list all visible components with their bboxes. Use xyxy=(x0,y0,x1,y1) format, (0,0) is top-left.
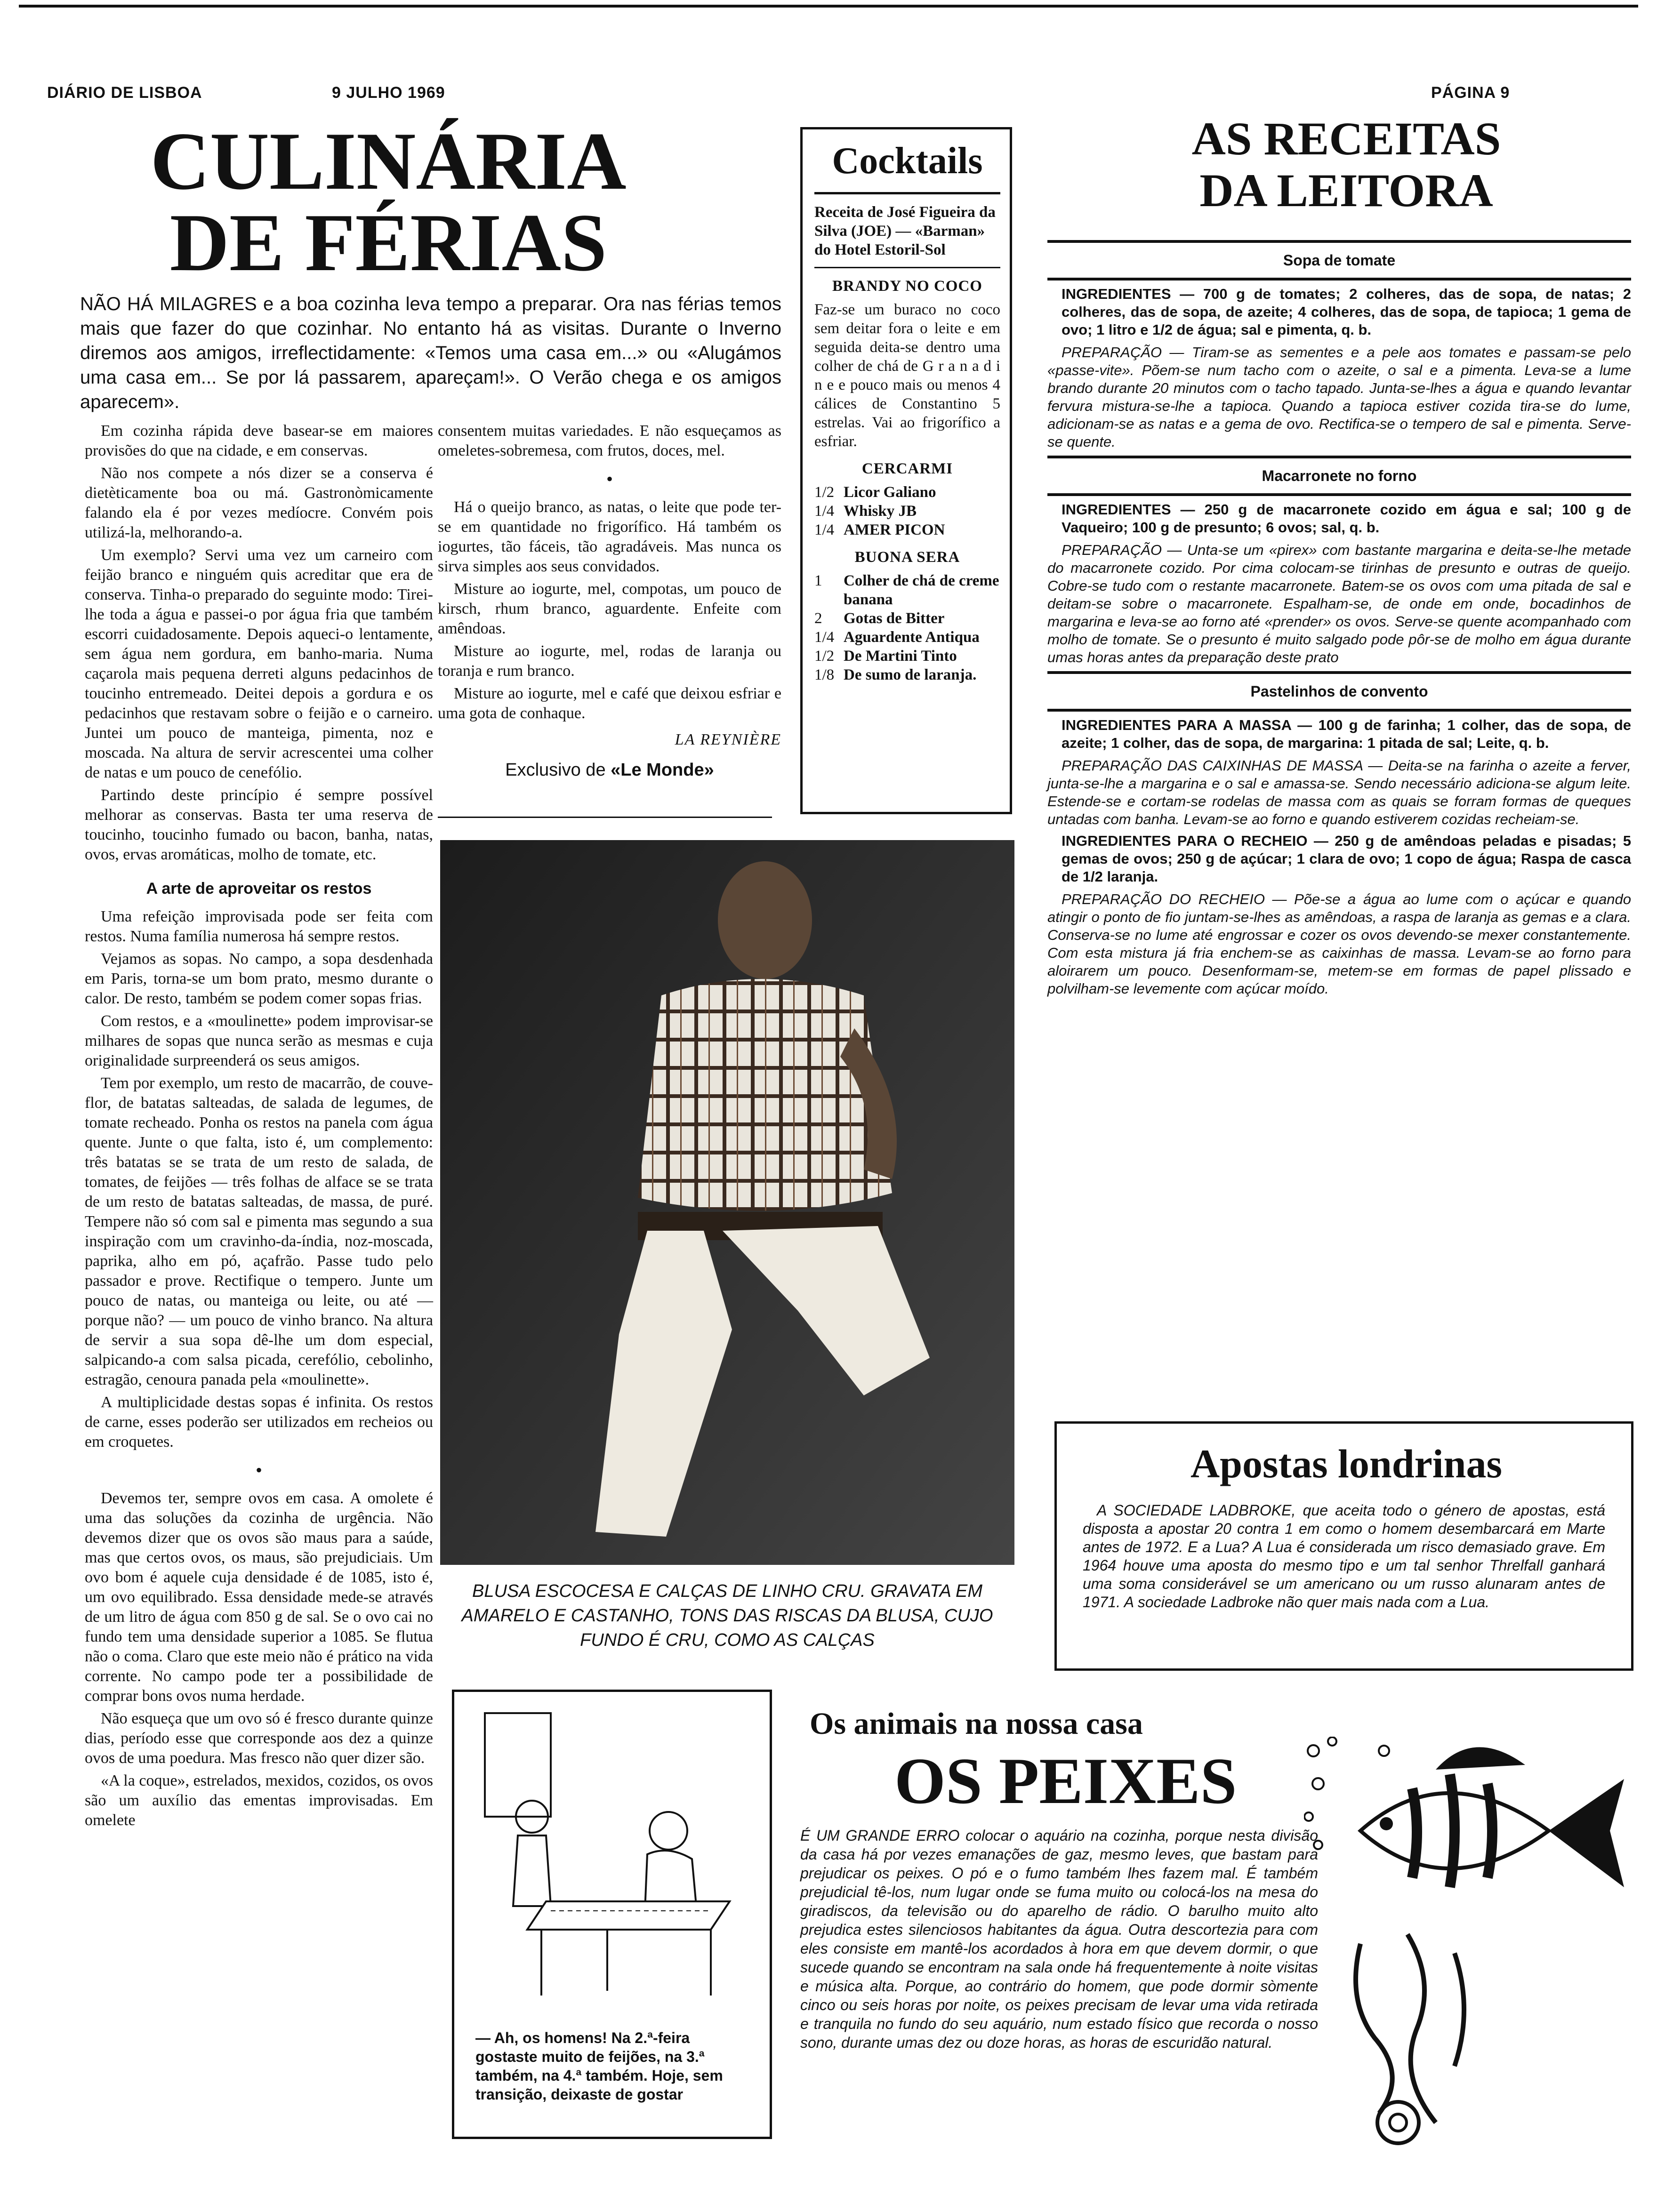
ingredient: De Martini Tinto xyxy=(844,648,957,665)
brandy-title: BRANDY NO COCO xyxy=(832,278,982,295)
photo-caption: BLUSA ESCOCESA E CALÇAS DE LINHO CRU. GRAVATA EM AMARELO E CASTANHO, TONS DAS RISCAS DA BLUSA, CUJO FUNDO É CRU, COMO AS CALÇAS xyxy=(461,1581,993,1650)
fish-illustration xyxy=(1304,1737,1633,2160)
recipe-title-macarronete: Macarronete no forno xyxy=(1262,467,1417,484)
cartoon-drawing xyxy=(466,1704,758,2005)
buona-sera-title: BUONA SERA xyxy=(854,549,960,566)
paragraph: Uma refeição improvisada pode ser feita com restos. Numa família numerosa há sempre restos. xyxy=(85,908,433,945)
top-border xyxy=(19,5,1638,8)
ingredient-row xyxy=(814,647,1000,665)
cartoon-illustration xyxy=(466,1704,758,2005)
brandy-text: Faz-se um buraco no coco sem deitar fora o leite e em seguida deita-se dentro uma colher de chá de G r a n a d i n e e pouco mais ou menos 4 cálices de Constantino 5 estrelas. Vai ao frigorífico a esfriar. xyxy=(814,301,1000,450)
separator-dot: • xyxy=(255,1459,262,1481)
recipe-preparation: PREPARAÇÃO DAS CAIXINHAS DE MASSA — Deita-se na farinha o azeite a ferver, junta-se-lhe a margarina e o sal e amassa-se. Sendo necessário adiciona-se algum leite. Estende-se e cortam-se rodelas de massa com as quais se forram formas de queques untadas com banha. Levam-se ao forno e quando estiverem cozidas recheiam-se. xyxy=(1047,757,1631,827)
ingredient: Aguardente Antiqua xyxy=(844,629,980,646)
quantity: 1/2 xyxy=(814,484,835,501)
ingredient: Licor Galiano xyxy=(844,484,936,501)
divider xyxy=(1047,456,1631,458)
cocktails-title: Cocktails xyxy=(814,139,1000,194)
paragraph: Misture ao iogurte, mel, rodas de laranja ou toranja e rum branco. xyxy=(438,642,781,680)
divider xyxy=(438,817,772,818)
ingredient: AMER PICON xyxy=(844,521,945,538)
exclusive-prefix: Exclusivo de xyxy=(505,760,606,780)
ingredient: De sumo de laranja. xyxy=(844,666,977,683)
cercarmi-title: CERCARMI xyxy=(861,460,953,477)
paragraph: Partindo deste princípio é sempre possível melhorar as conservas. Basta ter uma reserva de toucinho, toucinho fumado ou bacon, banha, natas, ovos, ervas aromáticas, molho de tomate, etc. xyxy=(85,786,433,863)
recipe-ingredients: INGREDIENTES PARA A MASSA — 100 g de farinha; 1 colher, das de sopa, de azeite; 1 colher, das de sopa, de margarina: 1 pitada de sal; Leite, q. b. xyxy=(1062,717,1631,751)
page-number: PÁGINA 9 xyxy=(1431,84,1510,102)
paragraph: Não nos compete a nós dizer se a conserva é dietèticamente boa ou má. Gastronòmicamente falando ela é por vezes medíocre. Convém pois utilizá-la, melhorando-a. xyxy=(85,465,433,541)
cocktails-content xyxy=(814,139,1000,684)
animais-title: OS PEIXES xyxy=(894,1745,1237,1818)
apostas-title: Apostas londrinas xyxy=(1190,1441,1502,1486)
culinaria-intro: NÃO HÁ MILAGRES e a boa cozinha leva tempo a preparar. Ora nas férias temos mais que fazer do que cozinhar. No entanto há as visitas. Durante o Inverno diremos aos amigos, irreflectidamente: «Temos uma casa em...» ou «Alugámos uma casa em... Se por lá passarem, apareçam!». O Verão chega e os amigos aparecem». xyxy=(80,294,781,412)
recipe-preparation: PREPARAÇÃO DO RECHEIO — Põe-se a água ao lume com o açúcar e quando atingir o ponto de fio juntam-se-lhes as amêndoas, a raspa de laranja as gemas e a clara. Conserva-se no lume até engrossar e cozer os ovos devendo-se mexer constantemente. Com esta mistura já fria enchem-se as caixinhas de massa. Levam-se ao forno para aloirarem um pouco. Desenformam-se, metem-se em formas de papel plissado e polvilham-se levemente com açúcar moído. xyxy=(1047,891,1631,997)
recipe-title-sopa: Sopa de tomate xyxy=(1283,252,1396,269)
paragraph: Com restos, e a «moulinette» podem improvisar-se milhares de sopas que nunca serão as mesmas e cuja originalidade surpreenderá os seus amigos. xyxy=(85,1012,433,1069)
exclusive-credit xyxy=(438,760,781,780)
divider xyxy=(1047,709,1631,712)
recipe-ingredients: INGREDIENTES — 250 g de macarronete cozido em água e sal; 100 g de Vaqueiro; 100 g de presunto; 6 ovos; sal, q. b. xyxy=(1062,501,1631,536)
section-heading: A arte de aproveitar os restos xyxy=(146,880,372,898)
culinaria-column-2 xyxy=(438,421,781,780)
quantity: 1/2 xyxy=(814,648,835,665)
divider xyxy=(1047,493,1631,496)
paragraph: Não esqueça que um ovo só é fresco durante quinze dias, período esse que corresponde aos dez a quinze ovos de uma poedura. Mas fresco não quer dizer são. xyxy=(85,1710,433,1767)
paragraph: A multiplicidade destas sopas é infinita. Os restos de carne, esses poderão ser utilizados em recheios ou em croquetes. xyxy=(85,1394,433,1451)
fashion-photo-illustration xyxy=(440,840,1014,1565)
paragraph: Há o queijo branco, as natas, o leite que pode ter-se em quantidade no frigorífico. Há também os iogurtes, tão fáceis, tão agradáveis. Mas nunca os sirva simples aos seus convidados. xyxy=(438,498,781,575)
ingredient-row xyxy=(814,521,1000,539)
quantity: 1/4 xyxy=(814,503,835,520)
ingredient-row xyxy=(814,609,1000,628)
recipe-ingredients: INGREDIENTES PARA O RECHEIO — 250 g de amêndoas peladas e pisadas; 5 gemas de ovos; 250 g de açúcar; 1 clara de ovo; 1 copo de água; Raspa de casca de 1/2 laranja. xyxy=(1062,833,1631,885)
receitas-title-line2: DA LEITORA xyxy=(1199,164,1493,216)
paragraph: Em cozinha rápida deve basear-se em maiores provisões do que na cidade, e em conservas. xyxy=(85,422,433,459)
receitas-title-line1: AS RECEITAS xyxy=(1191,112,1501,165)
recipe-preparation: PREPARAÇÃO — Unta-se um «pirex» com bastante margarina e deita-se-lhe metade do macarronete cozido. Por cima colocam-se tirinhas de presunto e outras de queijo. Cobre-se tudo com o restante macarronete. Batem-se os ovos com uma pitada de sal e deitam-se sobre o macarronete. Espalham-se, de onde em onde, bocadinhos de margarina e leva-se ao forno até «prender» os ovos. Serve-se quente acompanhado com molho de tomate. Se o presunto é muito salgado pode pôr-se de molho em água durante umas horas antes da preparação deste prato xyxy=(1047,542,1631,665)
ingredient-row xyxy=(814,665,1000,684)
cartoon-caption: — Ah, os homens! Na 2.ª-feira gostaste muito de feijões, na 3.ª também, na 4.ª também. Hoje, sem transição, deixaste de gostar xyxy=(475,2029,723,2103)
fashion-photo xyxy=(440,840,1014,1565)
quantity: 1/4 xyxy=(814,521,835,538)
signature: LA REYNIÈRE xyxy=(675,731,781,748)
ingredient: Colher de chá de creme banana xyxy=(844,572,999,608)
quantity: 1 xyxy=(814,572,822,589)
paragraph: consentem muitas variedades. E não esqueçamos as omeletes-sobremesa, com frutos, doces, mel. xyxy=(438,422,781,459)
ingredient-row xyxy=(814,628,1000,647)
paragraph: Um exemplo? Servi uma vez um carneiro com feijão branco e ninguém quis acreditar que era de conserva. Tinha-o preparado do seguinte modo: Tirei-lhe toda a água e passei-o por água fria que também escorri cuidadosamente. Depois aqueci-o lentamente, sem água nem gordura, em banho-maria. Numa caçarola mais pequena derreti alguns pedacinhos de toucinho entremeado. Deitei depois a gordura e os pedacinhos que restavam sobre o feijão e o carneiro. Juntei um pouco de manteiga, pimenta, noz e moscada. Na altura de servir acrescentei uma colher de natas e um pouco de cenefólio. xyxy=(85,546,433,781)
ingredient-row xyxy=(814,483,1000,502)
culinaria-title-line1: CULINÁRIA xyxy=(150,115,627,207)
divider xyxy=(1047,278,1631,281)
recipe-title-pastelinhos: Pastelinhos de convento xyxy=(1250,683,1428,700)
ingredient: Gotas de Bitter xyxy=(844,610,945,627)
issue-date: 9 JULHO 1969 xyxy=(332,84,445,102)
recipe-ingredients: INGREDIENTES — 700 g de tomates; 2 colheres, das de sopa, de natas; 2 colheres, das de sopa, de azeite; 4 colheres, das de sopa, de tapioca; 1 gema de ovo; 1 litro e 1/2 de água; sal e pimenta, q. b. xyxy=(1062,286,1631,338)
quantity: 1/8 xyxy=(814,666,835,683)
paragraph: Misture ao iogurte, mel e café que deixou esfriar e uma gota de conhaque. xyxy=(438,685,781,722)
paragraph: Misture ao iogurte, mel, compotas, um pouco de kirsch, rhum branco, aguardente. Enfeite com amêndoas. xyxy=(438,580,781,637)
paragraph: «A la coque», estrelados, mexidos, cozidos, os ovos são um auxílio das ementas improvisadas. Em omelete xyxy=(85,1772,433,1829)
culinaria-column-1 xyxy=(85,421,433,1833)
newspaper-name: DIÁRIO DE LISBOA xyxy=(47,84,202,102)
animais-text: É UM GRANDE ERRO colocar o aquário na cozinha, porque nesta divisão da casa há por vezes emanações de gaz, mesmo leves, que bastam para prejudicar os peixes. O pó e o fumo também lhes fazem mal. É também prejudicial tê-los, num lugar onde se fuma muito ou colocá-los na mesa do giradiscos, da televisão ou do aparelho de rádio. O barulho muito alto prejudica estes silenciosos habitantes da água. Outra descortezia para com eles consiste em mantê-los acordados à hora em que devem dormir, o que sucede quando se encontram na sala onde há frequentemente à noite visitas e música alta. Porque, ao contrário do homem, que pode dormir sòmente cinco ou seis horas por noite, os peixes precisam de levar uma vida retirada e tranquila no fundo do seu aquário, num estado físico que recorda o nosso sono, durante umas dez ou doze horas, as horas de escuridão natural. xyxy=(800,1827,1318,2051)
culinaria-title-line2: DE FÉRIAS xyxy=(169,197,607,288)
separator-dot: • xyxy=(606,468,613,489)
exclusive-source: «Le Monde» xyxy=(611,760,714,780)
fish-drawing xyxy=(1304,1737,1633,2160)
ingredient: Whisky JB xyxy=(844,503,917,520)
apostas-text: A SOCIEDADE LADBROKE, que aceita todo o género de apostas, está disposta a apostar 20 contra 1 em como o homem desembarcará em Marte antes de 1972. E a Lua? A Lua é considerada um risco demasiado grave. Em 1964 houve uma aposta do mesmo tipo e um tal senhor Threlfall ganhará uma soma considerável se um americano ou um russo alunaram antes de 1971. A sociedade Ladbroke não quer mais nada com a Lua. xyxy=(1083,1502,1605,1611)
paragraph: Tem por exemplo, um resto de macarrão, de couve-flor, de batatas salteadas, de salada de legumes, de tomate recheado. Ponha os restos na panela com água quente. Junte o que falta, isto é, um complemento: três batatas se se trata de um resto de salada, de tomates, de feijões — três folhas de alface se se trata de um resto de batatas salteadas, de massa, de puré. Tempere não só com sal e pimenta mas segundo a sua inspiração com um cravinho-da-índia, noz-moscada, paprika, alho em pó, açafrão. Passe tudo pelo passador e prove. Rectifique o tempero. Junte um pouco de natas, ou manteiga ou leite, ou até — porque não? — um pouco de vinho branco. Na altura de servir a sua sopa dê-lhe um dom especial, salpicando-a com salsa picada, cerefólio, cebolinho, estragão, cenoura panada pela «moulinette». xyxy=(85,1074,433,1388)
cocktails-credit: Receita de José Figueira da Silva (JOE) — «Barman» do Hotel Estoril-Sol xyxy=(814,203,1000,268)
ingredient-row xyxy=(814,502,1000,521)
quantity: 1/4 xyxy=(814,629,835,646)
divider xyxy=(1047,671,1631,674)
ingredient-row xyxy=(814,571,1000,609)
receitas-content xyxy=(1047,235,1631,1002)
divider xyxy=(1047,240,1631,243)
recipe-preparation: PREPARAÇÃO — Tiram-se as sementes e a pele aos tomates e passam-se pelo «passe-vite». Põem-se num tacho com o azeite, o sal e a pimenta. Leva-se a lume brando durante 20 minutos com o tacho tapado. Junta-se-lhes a água e quando levantar fervura mistura-se-lhe a tapioca. Quando a tapioca estiver cozida tira-se do lume, adicionam-se as natas e a gema de ovo. Rectifica-se o tempero de sal e pimenta. Serve-se quente. xyxy=(1047,344,1631,450)
quantity: 2 xyxy=(814,610,822,627)
animais-kicker: Os animais na nossa casa xyxy=(810,1707,1143,1741)
paragraph: Devemos ter, sempre ovos em casa. A omolete é uma das soluções da cozinha de urgência. Não devemos dizer que os ovos são maus para a saúde, mas que certos ovos, os maus, são prejudiciais. Um ovo bom é aquele cuja densidade é de 1085, isto é, um ovo equilibrado. Essa densidade mede-se através de um litro de água com 850 g de sal. Se o ovo cai no fundo tem uma densidade superior a 1085. Se flutua não o coma. Claro que este meio não é prático na vida corrente. No campo pode ter a possibilidade de comprar bons ovos numa herdade. xyxy=(85,1490,433,1705)
paragraph: Vejamos as sopas. No campo, a sopa desdenhada em Paris, torna-se um bom prato, mesmo durante o calor. De resto, também se podem comer sopas frias. xyxy=(85,950,433,1007)
